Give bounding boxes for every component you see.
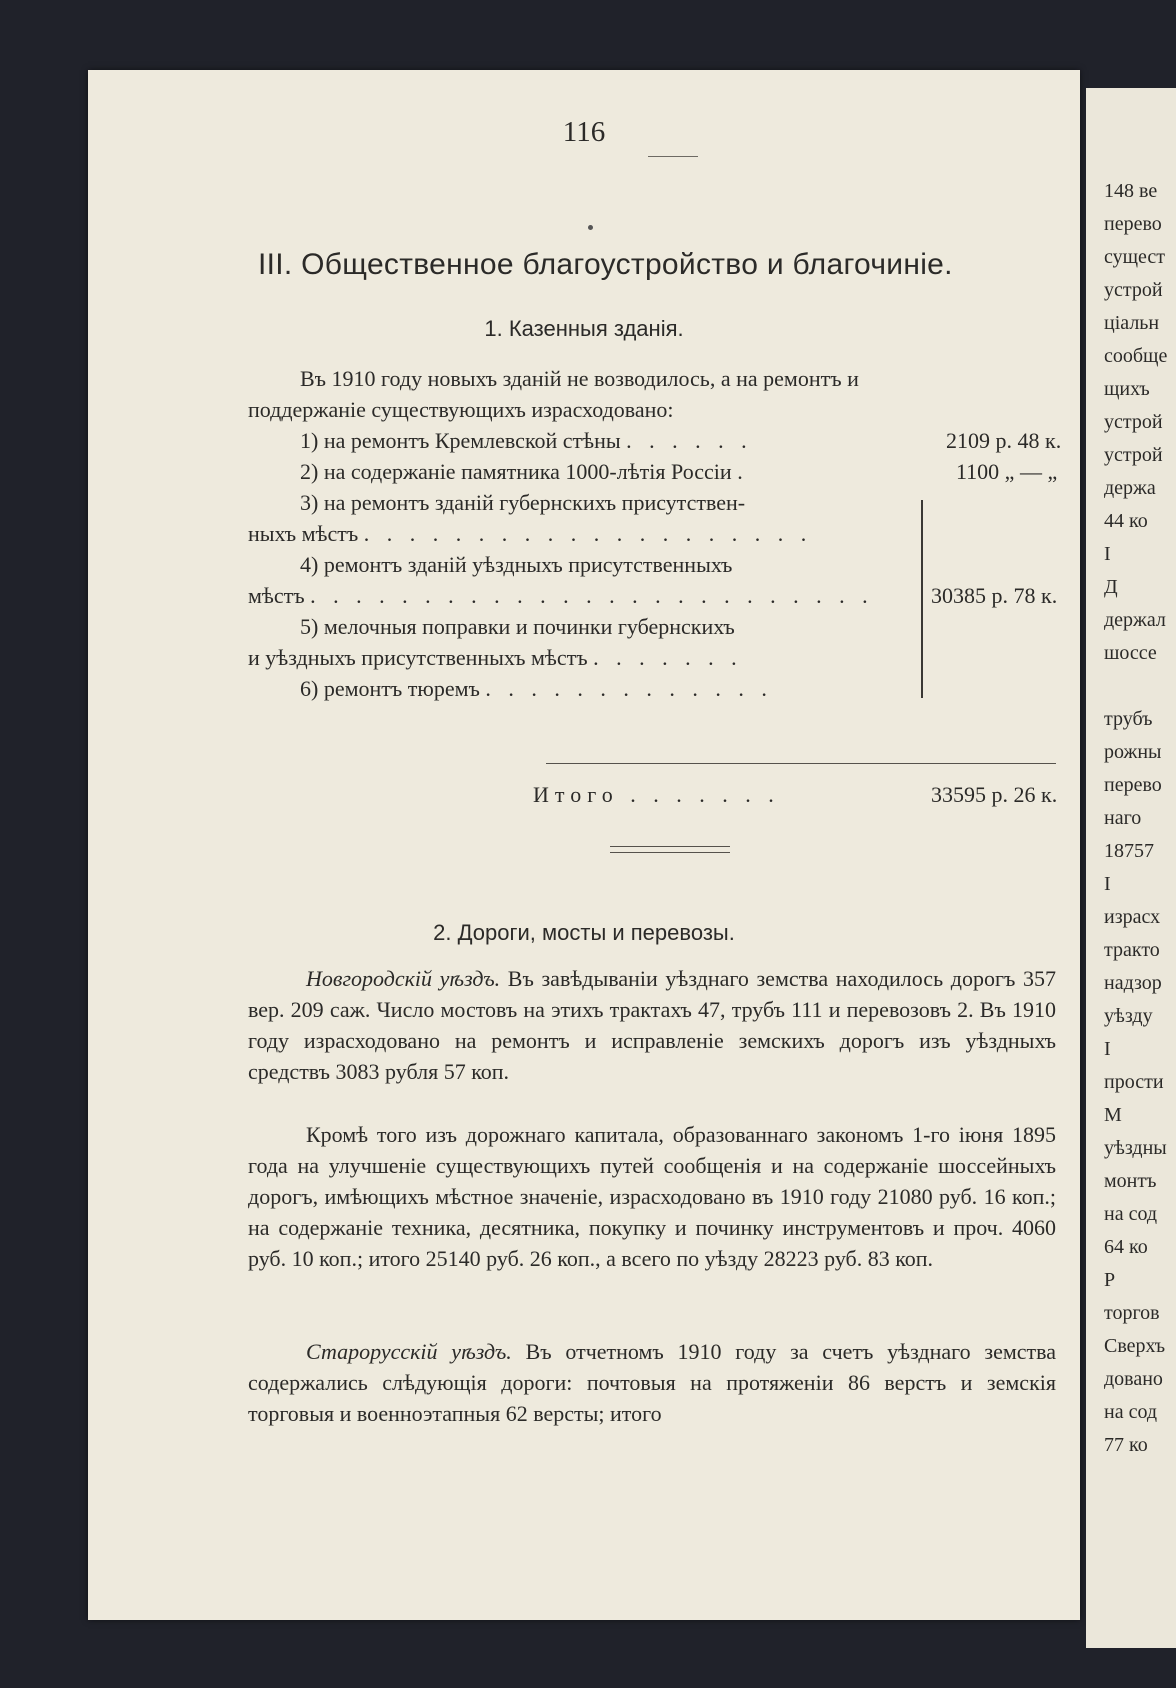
adjacent-page-fragment: устрой <box>1104 444 1163 466</box>
adjacent-page-fragment: М <box>1104 1104 1122 1126</box>
adjacent-page-fragment: ціальн <box>1104 312 1160 334</box>
expense-row: 6) ремонтъ тюремъ . . . . . . . . . . . . . <box>300 676 773 701</box>
expense-label: 4) ремонтъ зданій уѣздныхъ присутственныхъ <box>300 552 733 577</box>
adjacent-page-fragment: монтъ <box>1104 1170 1157 1192</box>
page-number-rule <box>648 156 698 157</box>
paragraph-staraya-russa: Старорусскій уѣздъ. Въ отчетномъ 1910 году за счетъ уѣзднаго земства содержались слѣдующія дороги: почтовыя на протяженіи 86 верстъ и земскія торговыя и военноэтапныя 62 версты; итого <box>248 1339 1057 1426</box>
intro-line-1: Въ 1910 году новыхъ зданій не возводилось, а на ремонтъ и <box>300 366 859 391</box>
subsection-title-roads: 2. Дороги, мосты и перевозы. <box>433 920 735 945</box>
adjacent-page-edge <box>1086 88 1176 1648</box>
adjacent-page-fragment: 77 ко <box>1104 1434 1148 1456</box>
group-amount: 30385 р. 78 к. <box>931 583 1058 608</box>
expense-label: 5) мелочныя поправки и починки губернскихъ <box>300 614 735 639</box>
intro-line-2: поддержаніе существующихъ израсходовано: <box>248 397 674 422</box>
expense-row: и уѣздныхъ присутственныхъ мѣстъ . . . . . . . <box>248 645 743 670</box>
district-name: Старорусскій уѣздъ. <box>306 1339 512 1364</box>
adjacent-page-fragment: прости <box>1104 1071 1164 1093</box>
total-amount: 33595 р. 26 к. <box>931 782 1058 807</box>
paragraph-road-capital: Кромѣ того изъ дорожнаго капитала, образованнаго закономъ 1-го іюня 1895 года на улучшеніе существующихъ путей сообщенія и на содержаніе шоссейныхъ дорогъ, имѣющихъ мѣстное значеніе, израсходовано въ 1910 году 21080 руб. 16 коп.; на содержаніе техника, десятника, покупку и починку инструментовъ и проч. 4060 руб. 10 коп.; итого 25140 руб. 26 коп., а всего по уѣзду 28223 руб. 83 коп. <box>248 1122 1056 1271</box>
adjacent-page-fragment: наго <box>1104 807 1142 829</box>
adjacent-page-fragment: сообще <box>1104 345 1168 367</box>
adjacent-page-fragment: Р <box>1104 1269 1116 1291</box>
expense-label: 2) на содержаніе памятника 1000-лѣтія Россіи <box>300 459 732 484</box>
expense-label: 3) на ремонтъ зданій губернскихъ присутствен- <box>300 490 746 515</box>
adjacent-page-fragment: на сод <box>1104 1401 1158 1423</box>
adjacent-page-fragment: устрой <box>1104 411 1163 433</box>
adjacent-page-fragment: сущест <box>1104 246 1166 268</box>
group-brace <box>921 500 923 698</box>
paragraph-novgorod: Новгородскій уѣздъ. Въ завѣдываніи уѣзднаго земства находилось дорогъ 357 вер. 209 саж. Число мостовъ на этихъ трактахъ 47, трубъ 111 и перевозовъ 2. Въ 1910 году израсходовано на ремонтъ и исправленіе земскихъ дорогъ изъ уѣздныхъ средствъ 3083 рубля 57 коп. <box>248 966 1056 1084</box>
expense-row: мѣстъ . . . . . . . . . . . . . . . . . . . . . . . . . <box>248 583 874 608</box>
adjacent-page-fragment: уѣзду <box>1104 1005 1153 1027</box>
adjacent-page-fragment: торгов <box>1104 1302 1160 1324</box>
adjacent-page-fragment: держа <box>1104 477 1156 499</box>
adjacent-page-fragment: перево <box>1104 213 1162 235</box>
expense-label: 6) ремонтъ тюремъ <box>300 676 480 701</box>
total-label: Итого . . . . . . . <box>533 782 780 807</box>
subsection-title-buildings: 1. Казенныя зданія. <box>484 316 684 341</box>
adjacent-page-fragment: трубъ <box>1104 708 1153 730</box>
expense-label: мѣстъ <box>248 583 305 608</box>
district-name: Новгородскій уѣздъ. <box>306 966 501 991</box>
adjacent-page-fragment: Сверхъ <box>1104 1335 1166 1357</box>
adjacent-page-fragment: Д <box>1104 576 1118 598</box>
adjacent-page-fragment: 44 ко <box>1104 510 1148 532</box>
adjacent-page-fragment: щихъ <box>1104 378 1150 400</box>
adjacent-page-fragment: тракто <box>1104 939 1160 961</box>
adjacent-page-fragment: перево <box>1104 774 1162 796</box>
ink-dot <box>588 225 593 230</box>
adjacent-page-fragment: І <box>1104 873 1111 895</box>
adjacent-page-fragment: уѣздны <box>1104 1137 1167 1159</box>
expense-label: ныхъ мѣстъ <box>248 521 359 546</box>
adjacent-page-fragment: надзор <box>1104 972 1162 994</box>
adjacent-page-fragment: шоссе <box>1104 642 1157 664</box>
adjacent-page-fragment: 18757 <box>1104 840 1154 862</box>
double-rule-bottom <box>610 852 730 853</box>
expense-amount: 1100 „ — „ <box>956 459 1058 484</box>
adjacent-page-fragment: на сод <box>1104 1203 1158 1225</box>
double-rule-top <box>610 846 730 847</box>
expense-label: и уѣздныхъ присутственныхъ мѣстъ <box>248 645 588 670</box>
page-number: 116 <box>562 116 606 148</box>
adjacent-page-fragment: устрой <box>1104 279 1163 301</box>
adjacent-page-fragment: держал <box>1104 609 1166 631</box>
adjacent-page-fragment: 148 ве <box>1104 180 1158 202</box>
expense-row: ныхъ мѣстъ . . . . . . . . . . . . . . . . . . . . <box>248 521 813 546</box>
adjacent-page-fragment: І <box>1104 1038 1111 1060</box>
section-title: III. Общественное благоустройство и благочиніе. <box>258 248 953 281</box>
expense-row: 1) на ремонтъ Кремлевской стѣны . . . . . . <box>300 428 753 453</box>
expense-row: 2) на содержаніе памятника 1000-лѣтія Россіи . <box>300 459 743 484</box>
adjacent-page-fragment: довано <box>1104 1368 1163 1390</box>
adjacent-page-fragment: І <box>1104 543 1111 565</box>
book-page <box>88 70 1080 1620</box>
adjacent-page-fragment: 64 ко <box>1104 1236 1148 1258</box>
adjacent-page-fragment: израсх <box>1104 906 1161 928</box>
total-rule <box>546 763 1056 764</box>
expense-label: 1) на ремонтъ Кремлевской стѣны <box>300 428 621 453</box>
expense-amount: 2109 р. 48 к. <box>946 428 1062 453</box>
adjacent-page-fragment: рожны <box>1104 741 1162 763</box>
